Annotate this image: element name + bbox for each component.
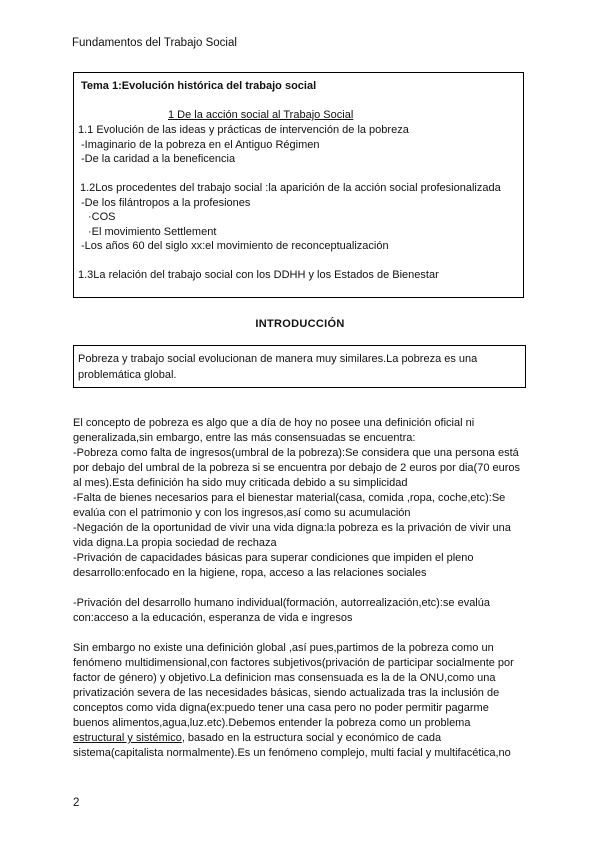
outline-line: -De la caridad a la beneficencia <box>81 153 236 165</box>
text-line: evalúa con el patrimonio y con los ingresos,así como su acumulación <box>73 507 411 519</box>
body-text <box>73 416 533 761</box>
text-line: -Privación del desarrollo humano individual(formación, autorrealización,etc):se evalúa <box>73 597 490 609</box>
text-line: desarrollo:enfocado en la higiene, ropa, acceso a las relaciones sociales <box>73 567 427 579</box>
text-line: -Negación de la oportunidad de vivir una vida digna:la pobreza es la privación de vivir una <box>73 522 511 534</box>
outline-line: 1.1 Evolución de las ideas y prácticas de intervención de la pobreza <box>78 124 409 136</box>
summary-line: problemática global. <box>78 369 177 381</box>
text-line: generalizada,sin embargo, entre las más consensuadas se encuentra: <box>73 432 416 444</box>
text-line: con:acceso a la educación, esperanza de vida e ingresos <box>73 612 353 624</box>
text-line: Sin embargo no existe una definición global ,así pues,partimos de la pobreza como un <box>73 642 494 654</box>
text-line: -Privación de capacidades básicas para superar condiciones que impiden el pleno <box>73 552 474 564</box>
text-line: El concepto de pobreza es algo que a día de hoy no posee una definición oficial ni <box>73 417 475 429</box>
text-line: conceptos como vida digna(ex:puedo tener una casa pero no poder permitir pagarme <box>73 702 489 714</box>
text-fragment: , basado en la estructura social y económico de cada <box>181 732 442 744</box>
text-line: al mes).Esta definición ha sido muy criticada debido a su simplicidad <box>73 477 408 489</box>
document-header: Fundamentos del Trabajo Social <box>72 37 237 49</box>
outline-line: -De los filántropos a la profesiones <box>81 197 251 209</box>
outline-line: -Imaginario de la pobreza en el Antiguo Régimen <box>81 139 320 151</box>
text-line: privatización severa de las necesidades básicas, siendo actualizada tras la inclusión de <box>73 687 500 699</box>
text-line: factor de género) y objetivo.La definicion mas consensuada es la de la ONU,como una <box>73 672 496 684</box>
text-line: vida digna.La propia sociedad de rechaza <box>73 537 277 549</box>
outline-line: ·El movimiento Settlement <box>88 226 217 238</box>
text-line <box>73 731 533 746</box>
text-line: fenómeno multidimensional,con factores subjetivos(privación de participar socialmente por <box>73 657 514 669</box>
outline-line: ·COS <box>88 211 116 223</box>
page-number: 2 <box>73 797 80 809</box>
text-line: por debajo del umbral de la pobreza si se encuentra por debajo de 2 euros por dia(70 euros <box>73 462 521 474</box>
outline-line: 1.3La relación del trabajo social con los DDHH y los Estados de Bienestar <box>78 269 439 281</box>
section-heading: INTRODUCCIÓN <box>255 318 345 330</box>
outline-line: 1.2Los procedentes del trabajo social :la aparición de la acción social profesionalizada <box>80 182 501 194</box>
topic-title: Tema 1:Evolución histórica del trabajo social <box>81 80 317 92</box>
underlined-phrase: estructural y sistémico <box>73 732 182 744</box>
topic-outline-box <box>73 72 524 298</box>
topic-subtitle: 1 De la acción social al Trabajo Social <box>168 109 354 121</box>
text-line: -Pobreza como falta de ingresos(umbral de la pobreza):Se considera que una persona está <box>73 447 519 459</box>
text-line: -Falta de bienes necesarios para el bienestar material(casa, comida ,ropa, coche,etc):Se <box>73 492 506 504</box>
text-line: buenos alimentos,agua,luz.etc).Debemos entender la pobreza como un problema <box>73 717 471 729</box>
summary-box <box>73 345 526 388</box>
outline-line: -Los años 60 del siglo xx:el movimiento de reconceptualización <box>81 240 389 252</box>
summary-line: Pobreza y trabajo social evolucionan de manera muy similares.La pobreza es una <box>78 353 478 365</box>
text-line: sistema(capitalista normalmente).Es un fenómeno complejo, multi facial y multifacética,no <box>73 747 511 759</box>
